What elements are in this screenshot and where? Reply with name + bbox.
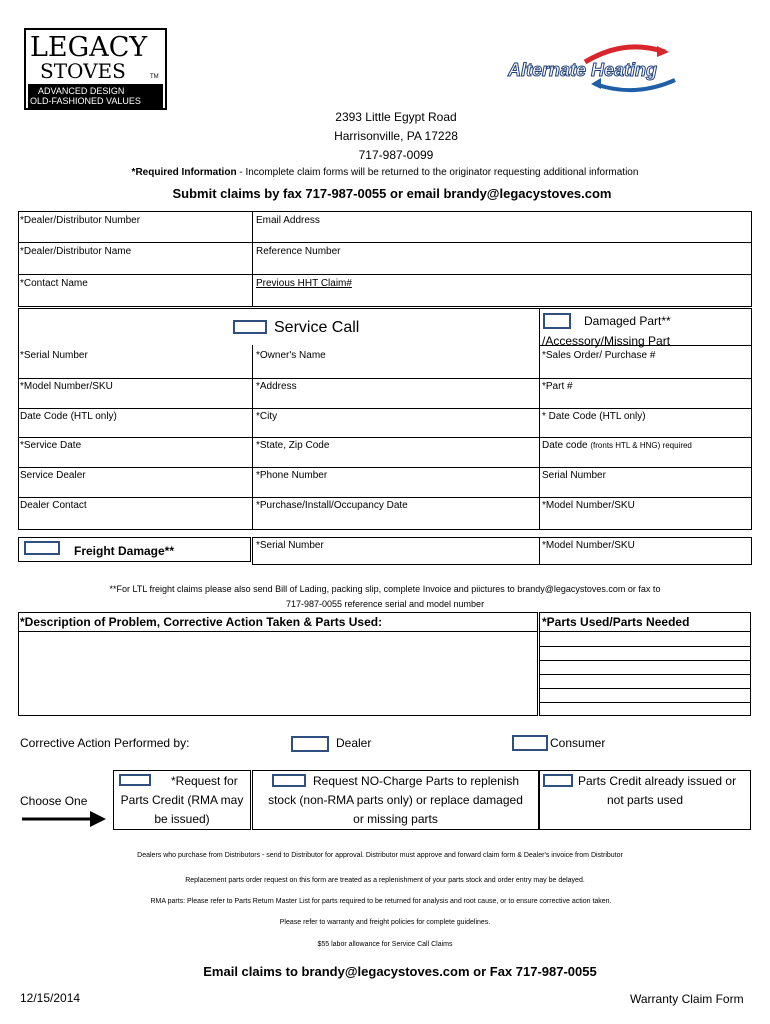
table-divider (18, 274, 752, 275)
note-rma: RMA parts: Please refer to Parts Return Master List for parts required to be returned for analysis and root cause, or to ensure corrective action taken. (150, 898, 612, 905)
serial-number-field[interactable]: *Serial Number (20, 350, 88, 361)
ltl-note-line1: **For LTL freight claims please also send Bill of Lading, packing slip, complete Invoice and piictures to brandy@legacystoves.com or fax to (109, 584, 661, 594)
city-field[interactable]: *City (256, 411, 278, 422)
dealer-checkbox[interactable] (291, 736, 329, 752)
table-divider (18, 437, 752, 438)
freight-damage-checkbox[interactable] (24, 541, 60, 555)
logo-tm: TM (150, 74, 159, 80)
freight-serial-box (252, 537, 752, 565)
required-info-line (0, 167, 770, 178)
ltl-note-line2: 717-987-0055 reference serial and model number (285, 599, 485, 609)
parts-credit-checkbox[interactable] (119, 774, 151, 786)
dealer-contact-field[interactable]: Dealer Contact (20, 500, 87, 511)
table-divider (18, 631, 538, 632)
opt2-line1: Request NO-Charge Parts to replenish (313, 774, 520, 788)
logo-line2: STOVES (40, 59, 126, 83)
owners-name-field[interactable]: *Owner's Name (256, 350, 326, 361)
opt1-line3: be issued) (154, 812, 210, 826)
service-dealer-field[interactable]: Service Dealer (20, 470, 86, 481)
table-divider (18, 378, 752, 379)
service-date-field[interactable]: *Service Date (20, 440, 82, 451)
fronts-date-code-field[interactable] (542, 440, 692, 451)
state-zip-field[interactable]: *State, Zip Code (256, 440, 330, 451)
table-divider (539, 537, 540, 565)
parts-line[interactable] (539, 631, 751, 632)
phone-number-field[interactable]: *Phone Number (256, 470, 328, 481)
corrective-action-label: Corrective Action Performed by: (20, 736, 190, 750)
damaged-part-checkbox[interactable] (543, 313, 571, 329)
contact-name-field[interactable]: *Contact Name (20, 278, 88, 289)
reference-number-field[interactable]: Reference Number (256, 246, 341, 257)
logo-line1: LEGACY (30, 32, 148, 63)
freight-model-field[interactable]: *Model Number/SKU (542, 540, 635, 551)
fronts-date-code-label: Date code (542, 440, 591, 451)
model-number-field[interactable]: *Model Number/SKU (20, 381, 113, 392)
email-address-field[interactable]: Email Address (256, 215, 320, 226)
parts-line[interactable] (539, 674, 751, 675)
table-divider (18, 242, 752, 243)
table-divider (18, 467, 752, 468)
note-policies: Please refer to warranty and freight policies for complete guidelines. (279, 919, 491, 926)
no-charge-checkbox[interactable] (272, 774, 306, 787)
opt2-line2: stock (non-RMA parts only) or replace damaged (268, 793, 523, 807)
parts-header: *Parts Used/Parts Needed (542, 615, 690, 629)
previous-claim-field[interactable]: Previous HHT Claim# (256, 278, 352, 289)
fronts-date-code-note: (fronts HTL & HNG) required (590, 441, 692, 450)
description-header: *Description of Problem, Corrective Action Taken & Parts Used: (20, 615, 383, 629)
footer-email: Email claims to brandy@legacystoves.com or Fax 717-987-0055 (203, 964, 597, 979)
arrow-right-icon (22, 809, 108, 829)
freight-damage-label: Freight Damage** (74, 544, 175, 558)
opt1-line2: Parts Credit (RMA may (120, 793, 244, 807)
part-number-field[interactable]: *Part # (542, 381, 573, 392)
parts-line[interactable] (539, 660, 751, 661)
part-date-code-field[interactable]: * Date Code (HTL only) (542, 411, 646, 422)
sales-order-field[interactable]: *Sales Order/ Purchase # (542, 350, 656, 361)
opt2-line3: or missing parts (353, 812, 438, 826)
logo-line4: OLD-FASHIONED VALUES (30, 96, 141, 106)
submit-claims-title: Submit claims by fax 717-987-0055 or email brandy@legacystoves.com (172, 186, 612, 201)
opt3-line2: not parts used (606, 793, 684, 807)
damaged-part-label-1: Damaged Part** (584, 314, 671, 328)
table-divider (18, 497, 752, 498)
legacy-stoves-logo (24, 28, 167, 110)
date-code-field[interactable]: Date Code (HTL only) (20, 411, 117, 422)
address-line1: 2393 Little Egypt Road (335, 110, 457, 124)
dealer-label: Dealer (336, 736, 372, 750)
address-line2: Harrisonville, PA 17228 (334, 129, 458, 143)
parts-line[interactable] (539, 646, 751, 647)
note-replacement: Replacement parts order request on this form are treated as a replenishment of your parts stock and order entry may be delayed. (185, 877, 585, 884)
freight-serial-field[interactable]: *Serial Number (256, 540, 324, 551)
part-model-number-field[interactable]: *Model Number/SKU (542, 500, 635, 511)
phone-number: 717-987-0099 (358, 148, 434, 162)
required-text: - Incomplete claim forms will be returned to the originator requesting additional information (236, 167, 639, 178)
parts-line[interactable] (539, 702, 751, 703)
dealer-name-field[interactable]: *Dealer/Distributor Name (20, 246, 132, 257)
logo-line3: ADVANCED DESIGN (38, 86, 125, 96)
logo-right-text: Alternate Heating (508, 60, 658, 80)
credit-issued-checkbox[interactable] (543, 774, 573, 787)
note-distributors: Dealers who purchase from Distributors - send to Distributor for approval. Distributor must approve and forward claim form & Dealer's invoice from Distributor (137, 852, 623, 859)
part-serial-number-field[interactable]: Serial Number (542, 470, 606, 481)
footer-date: 12/15/2014 (20, 991, 81, 1005)
alternate-heating-logo (505, 40, 745, 100)
choose-one-label: Choose One (20, 794, 88, 808)
table-divider (18, 408, 752, 409)
service-call-label: Service Call (274, 319, 360, 336)
required-label: *Required Information (131, 167, 237, 178)
address-field[interactable]: *Address (256, 381, 297, 392)
logo-tagline-band (28, 84, 163, 108)
damaged-part-label-2: /Accessory/Missing Part (542, 334, 671, 348)
note-labor: $55 labor allowance for Service Call Claims (317, 941, 453, 948)
dealer-number-field[interactable]: *Dealer/Distributor Number (20, 215, 141, 226)
opt3-line1: Parts Credit already issued or (578, 774, 737, 788)
opt1-line1: *Request for (171, 774, 238, 788)
purchase-date-field[interactable]: *Purchase/Install/Occupancy Date (256, 500, 408, 511)
consumer-checkbox[interactable] (512, 735, 548, 751)
table-divider (252, 211, 253, 307)
footer-form-name: Warranty Claim Form (630, 992, 744, 1006)
service-call-checkbox[interactable] (233, 320, 267, 334)
consumer-label: Consumer (550, 736, 606, 750)
parts-line[interactable] (539, 688, 751, 689)
